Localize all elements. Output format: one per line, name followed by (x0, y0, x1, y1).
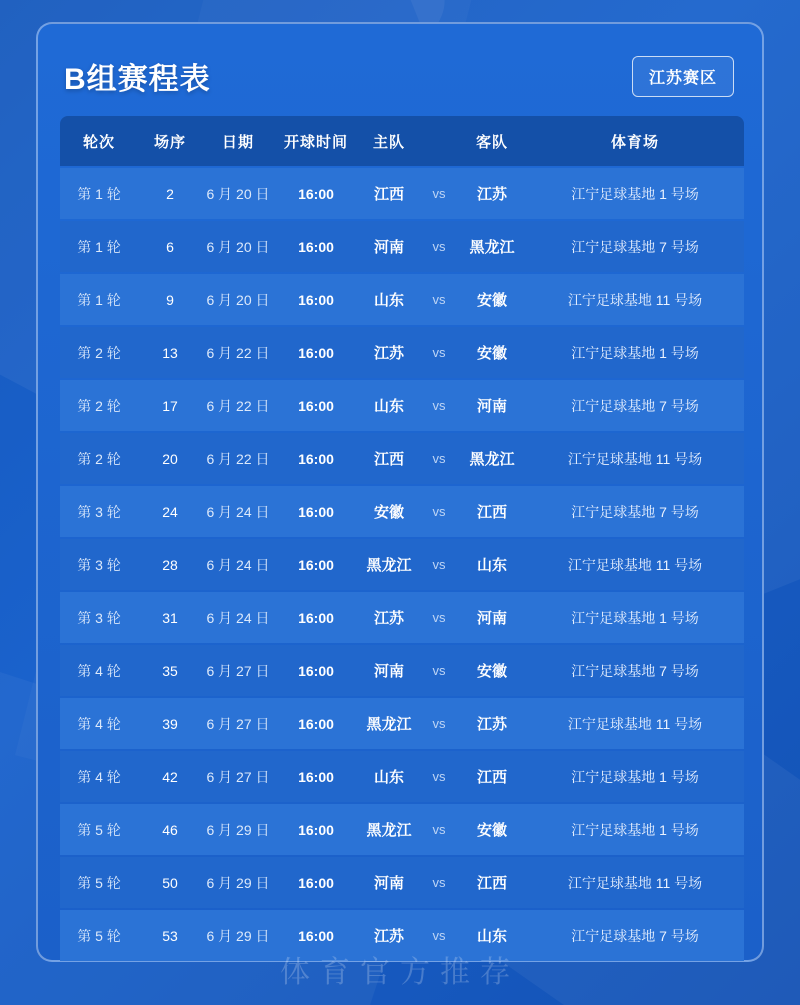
cell-home-team: 山东 (358, 751, 420, 802)
cell-away-team: 安徽 (458, 645, 526, 696)
table-row (60, 380, 744, 431)
cell-away-team: 河南 (458, 592, 526, 643)
cell-home-team: 江苏 (358, 327, 420, 378)
table-header (60, 116, 744, 166)
column-header-date: 日期 (202, 116, 274, 166)
cell-home-team: 河南 (358, 221, 420, 272)
cell-round: 第 5 轮 (60, 804, 138, 855)
cell-round: 第 2 轮 (60, 327, 138, 378)
cell-kickoff: 16:00 (274, 804, 358, 855)
table-row (60, 804, 744, 855)
cell-venue: 江宁足球基地 7 号场 (526, 486, 744, 537)
cell-away-team: 江苏 (458, 698, 526, 749)
table-row (60, 539, 744, 590)
cell-vs: vs (420, 592, 458, 643)
cell-vs: vs (420, 221, 458, 272)
cell-kickoff: 16:00 (274, 380, 358, 431)
column-header-home: 主队 (358, 116, 420, 166)
cell-vs: vs (420, 539, 458, 590)
cell-vs: vs (420, 698, 458, 749)
cell-kickoff: 16:00 (274, 168, 358, 219)
cell-seq: 46 (138, 804, 202, 855)
cell-seq: 24 (138, 486, 202, 537)
cell-home-team: 江苏 (358, 910, 420, 961)
title-wrap (64, 54, 211, 98)
cell-seq: 53 (138, 910, 202, 961)
table-row (60, 857, 744, 908)
cell-venue: 江宁足球基地 11 号场 (526, 698, 744, 749)
cell-vs: vs (420, 804, 458, 855)
cell-round: 第 3 轮 (60, 592, 138, 643)
cell-away-team: 江苏 (458, 168, 526, 219)
cell-venue: 江宁足球基地 11 号场 (526, 539, 744, 590)
cell-away-team: 河南 (458, 380, 526, 431)
cell-date: 6 月 22 日 (202, 327, 274, 378)
cell-away-team: 山东 (458, 910, 526, 961)
cell-date: 6 月 29 日 (202, 857, 274, 908)
cell-vs: vs (420, 751, 458, 802)
table-row (60, 698, 744, 749)
cell-round: 第 4 轮 (60, 645, 138, 696)
cell-venue: 江宁足球基地 11 号场 (526, 433, 744, 484)
cell-kickoff: 16:00 (274, 539, 358, 590)
cell-round: 第 3 轮 (60, 486, 138, 537)
cell-venue: 江宁足球基地 1 号场 (526, 327, 744, 378)
cell-home-team: 江苏 (358, 592, 420, 643)
cell-date: 6 月 22 日 (202, 433, 274, 484)
cell-home-team: 河南 (358, 645, 420, 696)
cell-round: 第 1 轮 (60, 274, 138, 325)
cell-kickoff: 16:00 (274, 910, 358, 961)
cell-vs: vs (420, 857, 458, 908)
cell-home-team: 黑龙江 (358, 698, 420, 749)
cell-vs: vs (420, 380, 458, 431)
cell-home-team: 江西 (358, 433, 420, 484)
table-row (60, 274, 744, 325)
table-row (60, 486, 744, 537)
cell-kickoff: 16:00 (274, 698, 358, 749)
card-header (60, 48, 740, 104)
cell-seq: 6 (138, 221, 202, 272)
column-header-kickoff: 开球时间 (274, 116, 358, 166)
cell-away-team: 安徽 (458, 327, 526, 378)
cell-kickoff: 16:00 (274, 751, 358, 802)
cell-vs: vs (420, 645, 458, 696)
table-header-row (60, 116, 744, 166)
cell-seq: 2 (138, 168, 202, 219)
cell-date: 6 月 24 日 (202, 592, 274, 643)
cell-home-team: 山东 (358, 274, 420, 325)
cell-venue: 江宁足球基地 1 号场 (526, 168, 744, 219)
cell-home-team: 安徽 (358, 486, 420, 537)
cell-away-team: 黑龙江 (458, 433, 526, 484)
cell-venue: 江宁足球基地 1 号场 (526, 592, 744, 643)
table-body (60, 168, 744, 961)
cell-venue: 江宁足球基地 1 号场 (526, 804, 744, 855)
cell-kickoff: 16:00 (274, 327, 358, 378)
column-header-venue: 体育场 (526, 116, 744, 166)
cell-vs: vs (420, 433, 458, 484)
cell-away-team: 江西 (458, 751, 526, 802)
cell-venue: 江宁足球基地 7 号场 (526, 380, 744, 431)
cell-home-team: 江西 (358, 168, 420, 219)
cell-date: 6 月 27 日 (202, 751, 274, 802)
cell-seq: 31 (138, 592, 202, 643)
cell-venue: 江宁足球基地 7 号场 (526, 910, 744, 961)
schedule-table (60, 114, 744, 963)
cell-venue: 江宁足球基地 11 号场 (526, 274, 744, 325)
cell-date: 6 月 27 日 (202, 698, 274, 749)
cell-venue: 江宁足球基地 7 号场 (526, 645, 744, 696)
cell-kickoff: 16:00 (274, 592, 358, 643)
cell-away-team: 黑龙江 (458, 221, 526, 272)
cell-away-team: 江西 (458, 857, 526, 908)
cell-away-team: 江西 (458, 486, 526, 537)
cell-date: 6 月 20 日 (202, 221, 274, 272)
cell-round: 第 5 轮 (60, 857, 138, 908)
table-row (60, 433, 744, 484)
cell-venue: 江宁足球基地 7 号场 (526, 221, 744, 272)
table-row (60, 751, 744, 802)
cell-away-team: 安徽 (458, 804, 526, 855)
cell-round: 第 1 轮 (60, 221, 138, 272)
cell-seq: 39 (138, 698, 202, 749)
cell-date: 6 月 22 日 (202, 380, 274, 431)
cell-kickoff: 16:00 (274, 274, 358, 325)
column-header-round: 轮次 (60, 116, 138, 166)
schedule-card (36, 22, 764, 962)
cell-kickoff: 16:00 (274, 433, 358, 484)
cell-round: 第 1 轮 (60, 168, 138, 219)
cell-away-team: 安徽 (458, 274, 526, 325)
cell-seq: 13 (138, 327, 202, 378)
table-row (60, 221, 744, 272)
cell-vs: vs (420, 274, 458, 325)
cell-round: 第 2 轮 (60, 380, 138, 431)
cell-date: 6 月 24 日 (202, 486, 274, 537)
cell-date: 6 月 27 日 (202, 645, 274, 696)
cell-round: 第 4 轮 (60, 698, 138, 749)
cell-seq: 50 (138, 857, 202, 908)
table-row (60, 592, 744, 643)
cell-venue: 江宁足球基地 11 号场 (526, 857, 744, 908)
region-badge: 江苏赛区 (632, 56, 734, 97)
column-header-seq: 场序 (138, 116, 202, 166)
cell-home-team: 黑龙江 (358, 804, 420, 855)
cell-date: 6 月 24 日 (202, 539, 274, 590)
cell-vs: vs (420, 910, 458, 961)
cell-vs: vs (420, 486, 458, 537)
cell-seq: 35 (138, 645, 202, 696)
cell-seq: 9 (138, 274, 202, 325)
table-row (60, 645, 744, 696)
cell-seq: 42 (138, 751, 202, 802)
cell-kickoff: 16:00 (274, 486, 358, 537)
cell-home-team: 山东 (358, 380, 420, 431)
cell-seq: 17 (138, 380, 202, 431)
cell-kickoff: 16:00 (274, 857, 358, 908)
watermark: 体育官方推荐 (280, 956, 520, 989)
column-header-away: 客队 (458, 116, 526, 166)
cell-kickoff: 16:00 (274, 645, 358, 696)
cell-date: 6 月 29 日 (202, 804, 274, 855)
cell-round: 第 3 轮 (60, 539, 138, 590)
cell-away-team: 山东 (458, 539, 526, 590)
cell-date: 6 月 20 日 (202, 274, 274, 325)
cell-round: 第 2 轮 (60, 433, 138, 484)
cell-vs: vs (420, 168, 458, 219)
cell-kickoff: 16:00 (274, 221, 358, 272)
cell-home-team: 黑龙江 (358, 539, 420, 590)
cell-seq: 28 (138, 539, 202, 590)
table-row (60, 327, 744, 378)
column-header-spacer (420, 116, 458, 166)
cell-round: 第 5 轮 (60, 910, 138, 961)
cell-home-team: 河南 (358, 857, 420, 908)
table-row (60, 168, 744, 219)
cell-seq: 20 (138, 433, 202, 484)
cell-vs: vs (420, 327, 458, 378)
cell-round: 第 4 轮 (60, 751, 138, 802)
cell-date: 6 月 20 日 (202, 168, 274, 219)
page-title: B组赛程表 (64, 63, 211, 96)
cell-date: 6 月 29 日 (202, 910, 274, 961)
cell-venue: 江宁足球基地 1 号场 (526, 751, 744, 802)
